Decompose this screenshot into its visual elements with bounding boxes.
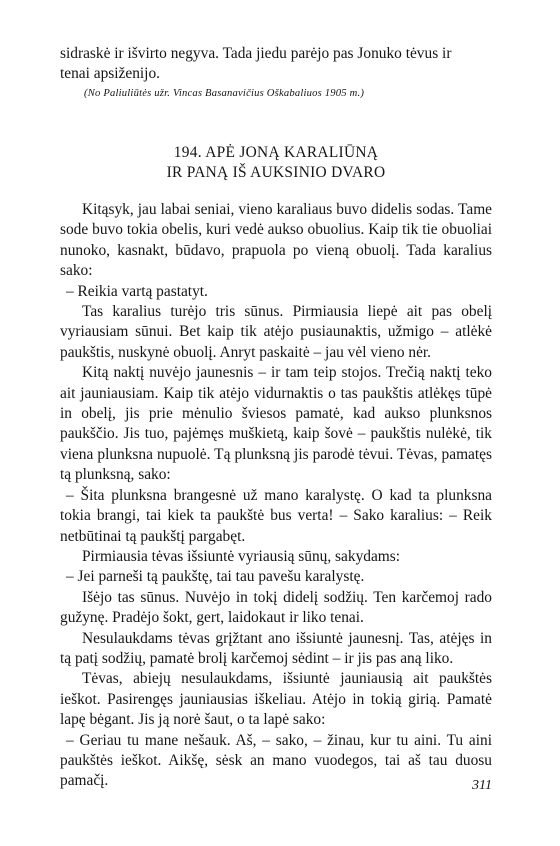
- page-number: 311: [472, 778, 492, 793]
- dialogue-paragraph: – Reikia vartą pastatyt.: [66, 282, 208, 300]
- paragraph: Tėvas, abiejų nesulaukdams, išsiuntė jauniausią ait paukštės ieškot. Pasirengęs jauniausias iškeliau. Atėjo in tokią girią. Pamatė lapę bėgant. Jis ją norė šaut, o ta lapė sako:: [60, 670, 492, 729]
- paragraph: Išėjo tas sūnus. Nuvėjo in tokį didelį sodžių. Ten karčemoj rado gužynę. Pradėjo šokt, gert, laidokaut ir liko tenai.: [60, 588, 492, 627]
- source-note: (No Paliuliūtės užr. Vincas Basanavičius Oškabaliuos 1905 m.): [84, 88, 365, 99]
- chapter-title-line: 194. APĖ JONĄ KARALIŪNĄ: [173, 144, 379, 161]
- dialogue-paragraph: – Šita plunksna brangesnė už mano karalystę. O kad ta plunksna tokia brangi, tai kiek ta paukštė bus verta! – Sako karalius: – Reik netbūtinai tą paukštį pargabęt.: [60, 486, 492, 545]
- paragraph: Tas karalius turėjo tris sūnus. Pirmiausia liepė ait pas obelį vyriausiam sūnui. Bet kaip tik atėjo pusiaunaktis, užmigo – atlėkė paukštis, nuskynė obuolį. Anryt paskaitė – jau vėl vieno nėr.: [60, 303, 492, 361]
- paragraph: Nesulaukdams tėvas grįžtant ano išsiuntė jaunesnį. Tas, atėjęs in tą patį sodžių, pamatė brolį karčemoj sėdint – ir jis pas aną liko.: [60, 629, 492, 667]
- paragraph: Kitąsyk, jau labai seniai, vieno karaliaus buvo didelis sodas. Tame sode buvo tokia obelis, kuri vedė aukso obuolius. Kaip tik tie obuoliai nunoko, kasnakt, būdavo, prapuola po vieną obuolį. Tada karalius sako:: [60, 201, 492, 280]
- dialogue-paragraph: – Geriau tu mane nešauk. Aš, – sako, – žinau, kur tu aini. Tu aini paukštės ieškot. Aikšę, sėsk an mano vuodegos, tai aš tau duosu pamačį.: [60, 731, 492, 790]
- intro-paragraph: [60, 44, 492, 85]
- intro-line: tenai apsiženijo.: [60, 65, 161, 83]
- chapter-title: [60, 143, 492, 184]
- paragraph: Pirmiausia tėvas išsiuntė vyriausią sūnų, sakydams:: [82, 547, 401, 565]
- intro-line: sidraskė ir išvirto negyva. Tada jiedu parėjo pas Jonuko tėvus ir: [60, 45, 452, 62]
- paragraph: Kitą naktį nuvėjo jaunesnis – ir tam teip stojos. Trečią naktį teko ait jauniausiam. Kaip tik atėjo vidurnaktis o tas paukštis atlėkęs tūpė in obelį, jis prie mėnulio šviesos pamatė, kad aukso plunksnos paukščio. Jis tuo, pajėmęs muškietą, kaip šovė – paukštis nulėkė, tik viena plunksna nupuolė. Tą plunksną jis parodė tėvui. Tėvas, pamatęs tą plunksną, sako:: [60, 364, 492, 484]
- dialogue-paragraph: – Jei parneši tą paukštę, tai tau pavešu karalystę.: [66, 568, 365, 586]
- story-body: [60, 200, 492, 792]
- chapter-title-line: IR PANĄ IŠ AUKSINIO DVARO: [166, 164, 386, 182]
